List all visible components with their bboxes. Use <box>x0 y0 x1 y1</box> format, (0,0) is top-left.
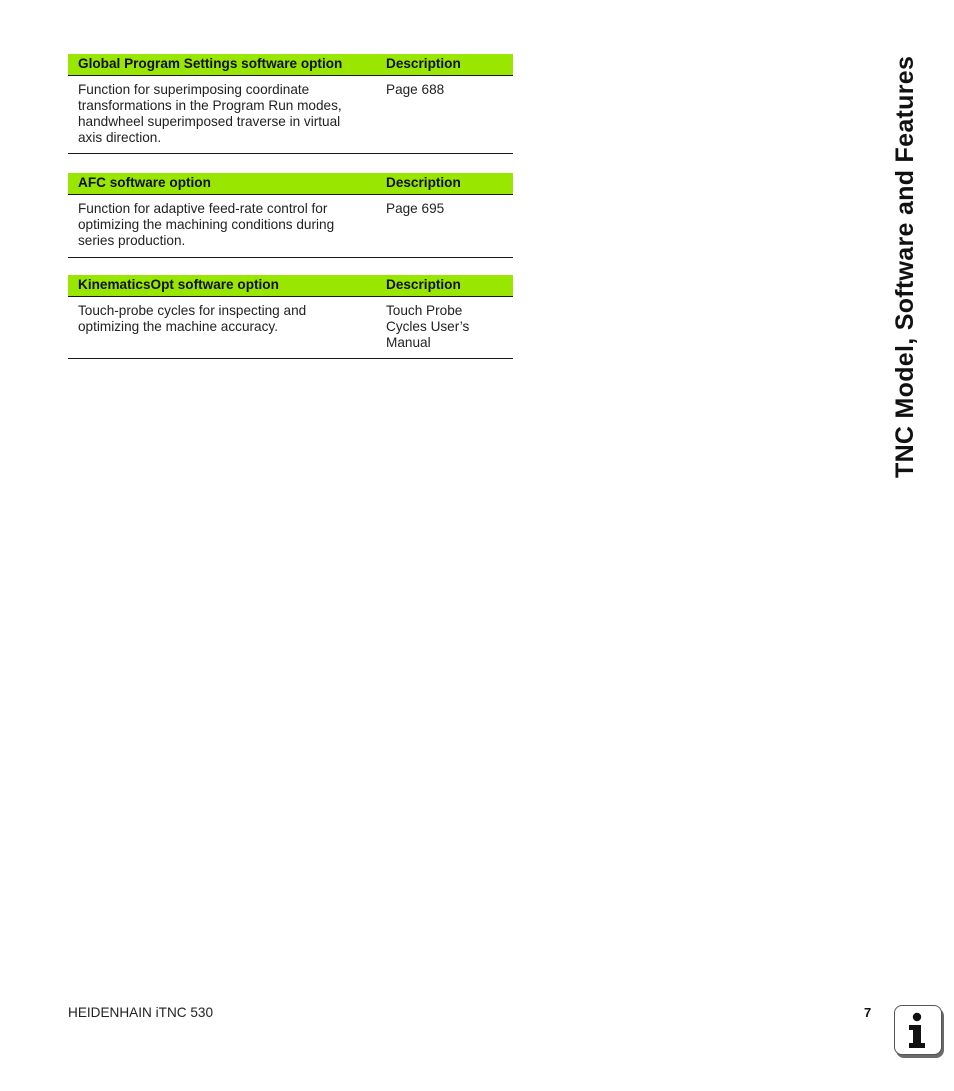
reference-cell: Touch Probe Cycles User’s Manual <box>386 303 470 350</box>
info-icon <box>894 1005 942 1055</box>
option-column-header: Global Program Settings software option <box>78 56 343 71</box>
option-column-header: AFC software option <box>78 175 211 190</box>
reference-cell: Page 695 <box>386 201 445 216</box>
function-cell: Touch-probe cycles for inspecting and optimizing the machine accuracy. <box>78 303 307 334</box>
table-row <box>68 76 513 154</box>
table-header <box>68 54 513 76</box>
option-table-global-program-settings <box>68 54 513 154</box>
info-glyph <box>895 1006 940 1053</box>
page-number: 7 <box>864 1005 872 1020</box>
function-cell: Function for superimposing coordinate transformations in the Program Run modes, handwheel superimposed traverse in virtual axis direction. <box>78 82 342 145</box>
description-column-header: Description <box>386 277 461 292</box>
option-table-kinematicsopt <box>68 275 513 359</box>
chapter-side-title-text: TNC Model, Software and Features <box>891 55 919 478</box>
table-header <box>68 275 513 297</box>
table-row <box>68 195 513 258</box>
table-header <box>68 173 513 195</box>
option-table-afc <box>68 173 513 258</box>
description-column-header: Description <box>386 56 461 71</box>
table-row <box>68 297 513 359</box>
function-cell: Function for adaptive feed-rate control for optimizing the machining conditions during series production. <box>78 201 335 248</box>
description-column-header: Description <box>386 175 461 190</box>
footer-manual-name: HEIDENHAIN iTNC 530 <box>68 1005 214 1020</box>
reference-cell: Page 688 <box>386 82 445 97</box>
option-column-header: KinematicsOpt software option <box>78 277 279 292</box>
